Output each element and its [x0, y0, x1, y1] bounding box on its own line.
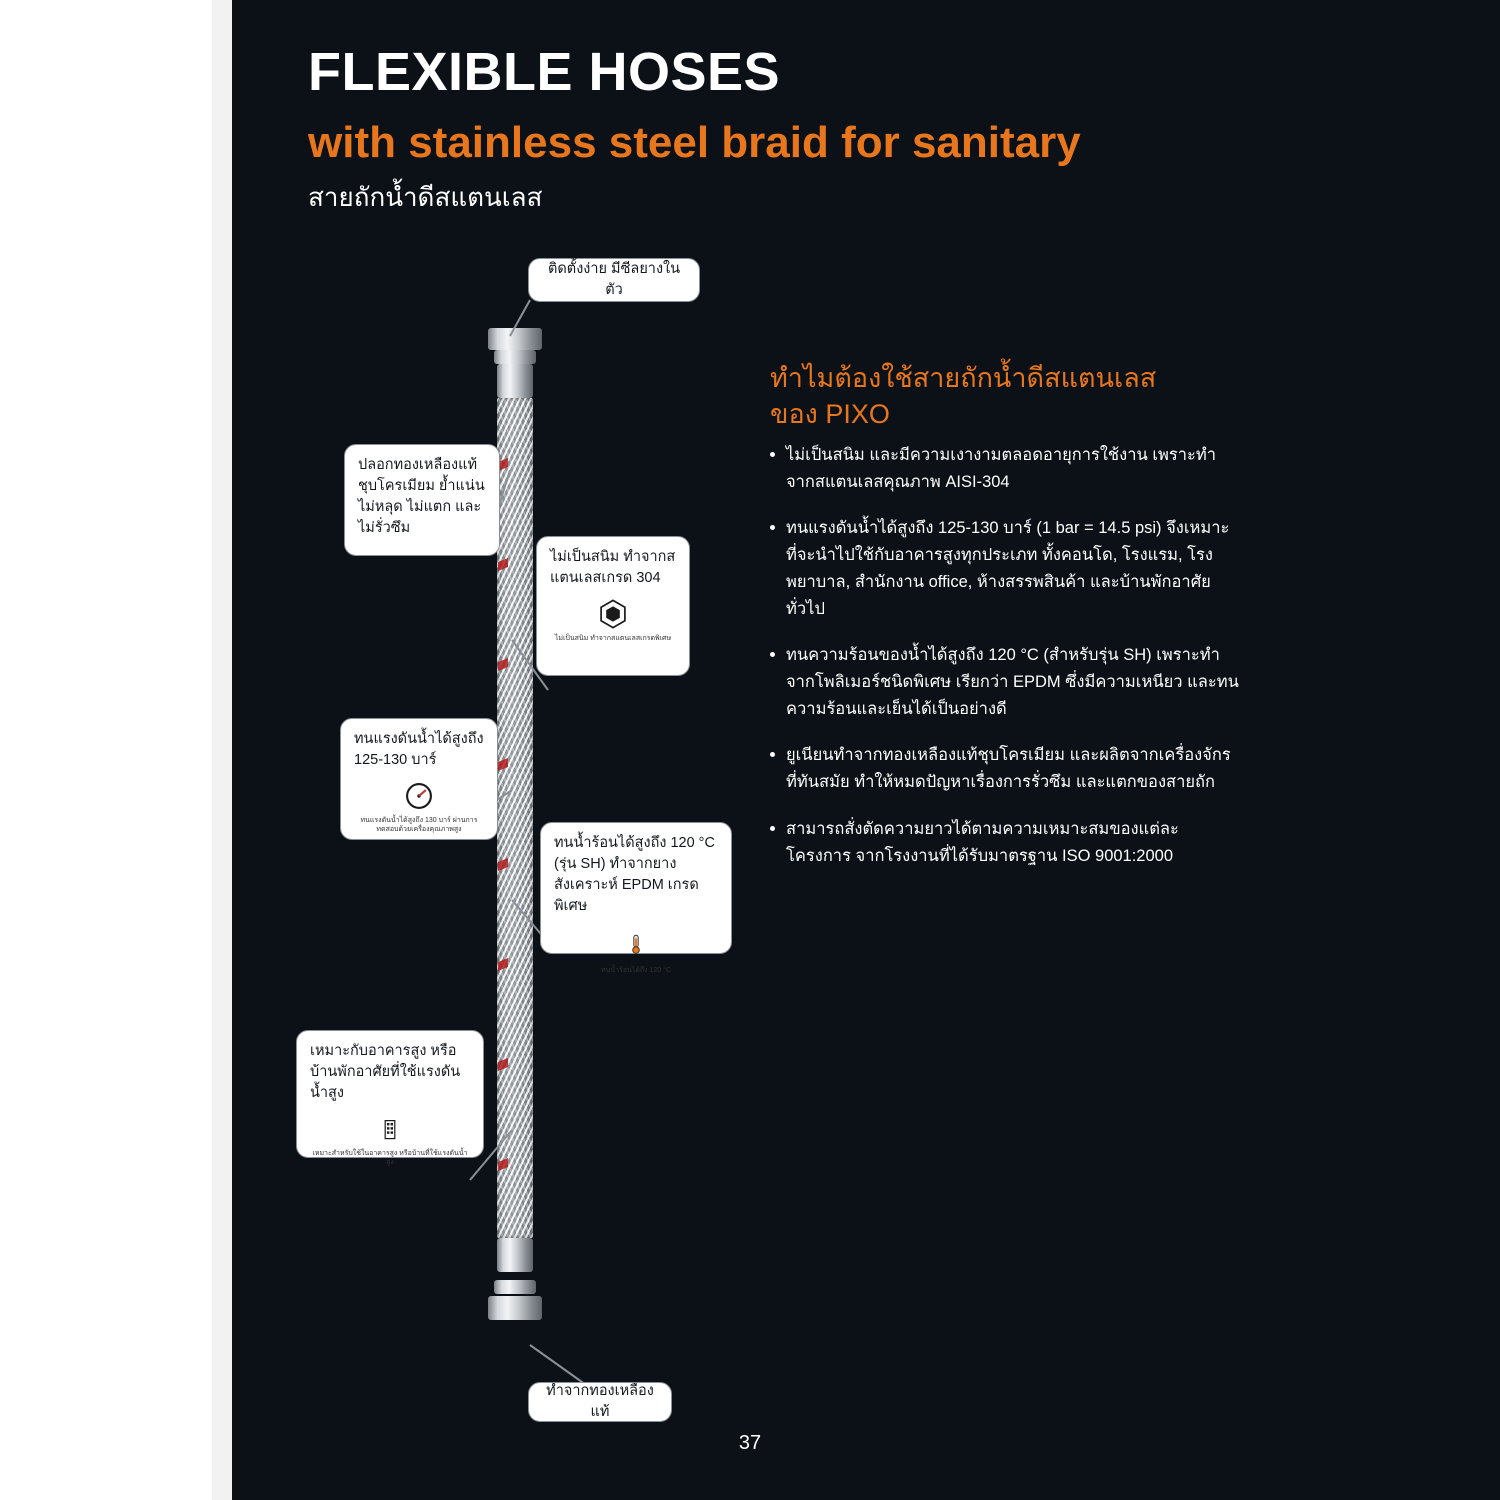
callout-high-rise	[296, 1030, 484, 1166]
list-item: ทนความร้อนของน้ำได้สูงถึง 120 °C (สำหรับรุ่น SH) เพราะทำจากโพลิเมอร์ชนิดพิเศษ เรียกว่า EPDM ซึ่งมีความเหนียว และทนความร้อนและเย็นได้เป็นอย่างดี	[770, 642, 1240, 722]
benefits-heading	[770, 360, 1240, 433]
callout-hot-water	[540, 822, 732, 975]
benefits-heading-line1: ทำไมต้องใช้สายถักน้ำดีสแตนเลส	[770, 363, 1157, 393]
list-item: สามารถสั่งตัดความยาวได้ตามความเหมาะสมของแต่ละโครงการ จากโรงงานที่ได้รับมาตรฐาน ISO 9001:2000	[770, 816, 1240, 869]
callout-text: ปลอกทองเหลืองแท้ ชุบโครเมียม ย้ำแน่น ไม่หลุด ไม่แตก และไม่รั่วซึม	[358, 457, 485, 537]
callout-caption: เหมาะสำหรับใช้ในอาคารสูง หรือบ้านที่ใช้แรงดันน้ำสูง	[312, 1150, 468, 1166]
callout-caption: ทนแรงดันน้ำได้สูงถึง 130 บาร์ ผ่านการทดสอบด้วยเครื่องคุณภาพสูง	[360, 817, 478, 833]
list-item: ทนแรงดันน้ำได้สูงถึง 125-130 บาร์ (1 bar = 14.5 psi) จึงเหมาะที่จะนำไปใช้กับอาคารสูงทุกประเภท ทั้งคอนโด, โรงแรม, โรงพยาบาล, สำนักงาน office, ห้างสรรพสินค้า และบ้านพักอาศัยทั่วไป	[770, 515, 1240, 622]
pressure-gauge-icon	[402, 779, 436, 813]
page-title-thai: สายถักน้ำดีสแตนเลส	[308, 182, 543, 212]
hex-badge-icon	[596, 597, 630, 631]
hose-bottom-nut	[488, 1296, 542, 1320]
hose-top-nut	[488, 328, 542, 350]
callout-text: ทนแรงดันน้ำได้สูงถึง 125-130 บาร์	[354, 731, 484, 769]
hose-braid	[497, 398, 533, 1238]
thermometer-icon	[625, 925, 647, 963]
callout-pressure	[340, 718, 498, 840]
hose-bottom-collar	[494, 1280, 536, 1294]
building-icon	[378, 1112, 402, 1146]
callout-text: ทำจากทองเหลืองแท้	[546, 1382, 654, 1420]
page-number	[0, 1432, 1500, 1455]
callout-text: ติดตั้งง่าย มีซีลยางในตัว	[547, 260, 681, 298]
hose-top-sleeve	[497, 364, 533, 398]
hose-top-collar	[494, 350, 536, 364]
hose-bottom-sleeve	[497, 1238, 533, 1272]
callout-brass-body	[528, 1382, 672, 1422]
page-number-value: 37	[738, 1432, 762, 1454]
page-subtitle: with stainless steel braid for sanitary	[308, 118, 1081, 167]
callout-text: ไม่เป็นสนิม ทำจากสแตนเลสเกรด 304	[550, 549, 676, 587]
page-title: FLEXIBLE HOSES	[308, 42, 781, 102]
page-gutter	[212, 0, 233, 1500]
page-left-margin	[0, 0, 212, 1500]
callout-caption: ทนน้ำร้อนได้ถึง 120 °C	[600, 967, 671, 975]
callout-brass-sleeve	[344, 444, 500, 556]
list-item: ยูเนียนทำจากทองเหลืองแท้ชุบโครเมียม และผลิตจากเครื่องจักรที่ทันสมัย ทำให้หมดปัญหาเรื่องการรั่วซึม และแตกของสายถัก	[770, 742, 1240, 795]
benefits-list	[770, 442, 1240, 889]
callout-install-easy	[528, 258, 700, 302]
list-item: ไม่เป็นสนิม และมีความเงางามตลอดอายุการใช้งาน เพราะทำจากสแตนเลสคุณภาพ AISI-304	[770, 442, 1240, 495]
benefits-heading-line2: ของ PIXO	[770, 399, 890, 430]
callout-text: ทนน้ำร้อนได้สูงถึง 120 °C (รุ่น SH) ทำจากยางสังเคราะห์ EPDM เกรดพิเศษ	[554, 835, 715, 915]
callout-stainless-304	[536, 536, 690, 676]
callout-caption: ไม่เป็นสนิม ทำจากสแตนเลสเกรดพิเศษ	[554, 635, 672, 643]
callout-text: เหมาะกับอาคารสูง หรือบ้านพักอาศัยที่ใช้แรงดันน้ำสูง	[310, 1043, 461, 1102]
